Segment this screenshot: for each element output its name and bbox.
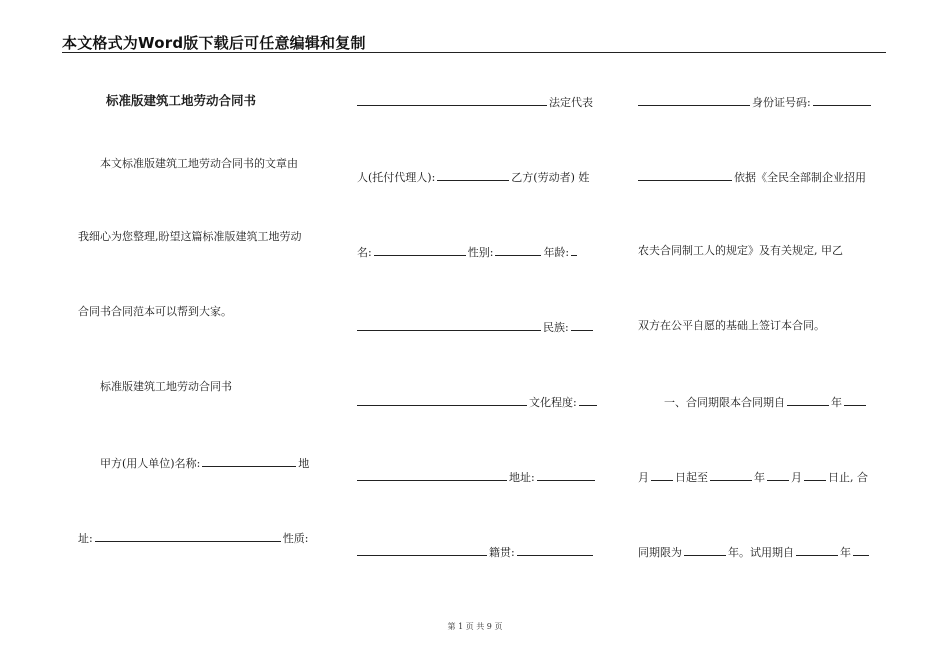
day-from-label: 日起至 [675, 471, 708, 484]
name-field[interactable] [374, 245, 466, 256]
basis-line-1 [638, 170, 866, 183]
basis-text-3: 双方在公平自愿的基础上签订本合同。 [638, 319, 825, 332]
age-continued-field[interactable] [357, 320, 541, 331]
origin-continued-field[interactable] [638, 95, 750, 106]
end-year-label: 年 [754, 471, 765, 484]
age-label: 年龄: [543, 246, 570, 259]
address-line [357, 470, 597, 483]
education-field[interactable] [579, 395, 597, 406]
term-label: 一、合同期限本合同期自 [664, 396, 785, 409]
basis-text-1: 依据《全民全部制企业招用 [734, 171, 866, 184]
probation-year-label: 年 [840, 546, 851, 559]
term-period-field[interactable] [684, 545, 726, 556]
ethnicity-field[interactable] [571, 320, 593, 331]
document-banner: 本文格式为Word版下载后可任意编辑和复制 [62, 34, 366, 52]
id-number-continued-field[interactable] [638, 170, 732, 181]
age-field[interactable] [571, 245, 577, 256]
agent-line [357, 170, 589, 183]
intro-text-2: 我细心为您整理,盼望这篇标准版建筑工地劳动 [78, 230, 302, 243]
basis-text-2: 农夫合同制工人的规定》及有关规定, 甲乙 [638, 244, 843, 257]
agent-field[interactable] [437, 170, 509, 181]
legal-rep-line [357, 95, 593, 108]
ethnicity-line [357, 320, 595, 333]
id-number-line [638, 95, 873, 108]
term-end-year-field[interactable] [710, 470, 752, 481]
header-rule [62, 52, 886, 53]
intro-line-1 [78, 158, 298, 169]
address-label: 地址: [509, 471, 535, 484]
term-line-1 [638, 395, 868, 408]
ethnicity-continued-field[interactable] [357, 395, 527, 406]
address-field[interactable] [537, 470, 595, 481]
origin-label: 籍贯: [489, 546, 515, 559]
agent-label: 人(托付代理人): [357, 171, 436, 184]
end-month-label: 月 [791, 471, 802, 484]
probation-label: 年。试用期自 [728, 546, 794, 559]
subtitle-line [78, 381, 232, 392]
document-title: 标准版建筑工地劳动合同书 [106, 93, 257, 108]
name-label: 名: [357, 246, 372, 259]
party-a-line [78, 456, 309, 469]
address-nature-line [78, 531, 308, 544]
term-end-day-field[interactable] [804, 470, 826, 481]
party-b-label: 乙方(劳动者) 姓 [511, 171, 590, 184]
intro-line-3 [78, 306, 232, 317]
year-label: 年 [831, 396, 842, 409]
address-continued-field[interactable] [357, 545, 487, 556]
id-number-label: 身份证号码: [752, 96, 811, 109]
term-start-day-field[interactable] [651, 470, 673, 481]
term-line-2 [638, 470, 868, 483]
term-period-label: 同期限为 [638, 546, 682, 559]
legal-rep-label: 法定代表 [549, 96, 593, 109]
term-start-month-field[interactable] [844, 395, 866, 406]
education-continued-field[interactable] [357, 470, 507, 481]
party-a-address-field[interactable] [95, 531, 281, 542]
day-end-label: 日止, 合 [828, 471, 868, 484]
basis-line-3 [638, 320, 825, 331]
party-a-label: 甲方(用人单位)名称: [100, 457, 201, 470]
term-end-month-field[interactable] [767, 470, 789, 481]
education-line [357, 395, 599, 408]
term-start-year-field[interactable] [787, 395, 829, 406]
term-line-3 [638, 545, 871, 558]
gender-label: 性别: [467, 246, 494, 259]
id-number-field[interactable] [813, 95, 871, 106]
origin-line [357, 545, 595, 558]
origin-field[interactable] [517, 545, 593, 556]
nature-label: 性质: [282, 532, 309, 545]
probation-year-field[interactable] [796, 545, 838, 556]
name-gender-age-line [357, 245, 579, 258]
education-label: 文化程度: [529, 396, 577, 409]
month-label: 月 [638, 471, 649, 484]
probation-month-field[interactable] [853, 545, 869, 556]
intro-text-3: 合同书合同范本可以帮到大家。 [78, 305, 232, 318]
intro-text-1: 本文标准版建筑工地劳动合同书的文章由 [100, 157, 298, 170]
party-a-name-field[interactable] [202, 456, 296, 467]
nature-field[interactable] [357, 95, 547, 106]
subtitle-text: 标准版建筑工地劳动合同书 [100, 380, 232, 393]
gender-field[interactable] [495, 245, 541, 256]
intro-line-2 [78, 231, 302, 242]
party-a-tail: 地 [298, 457, 310, 470]
address-prefix: 址: [78, 532, 93, 545]
page-number: 第 1 页 共 9 页 [447, 622, 503, 631]
basis-line-2 [638, 245, 843, 256]
ethnicity-label: 民族: [543, 321, 569, 334]
